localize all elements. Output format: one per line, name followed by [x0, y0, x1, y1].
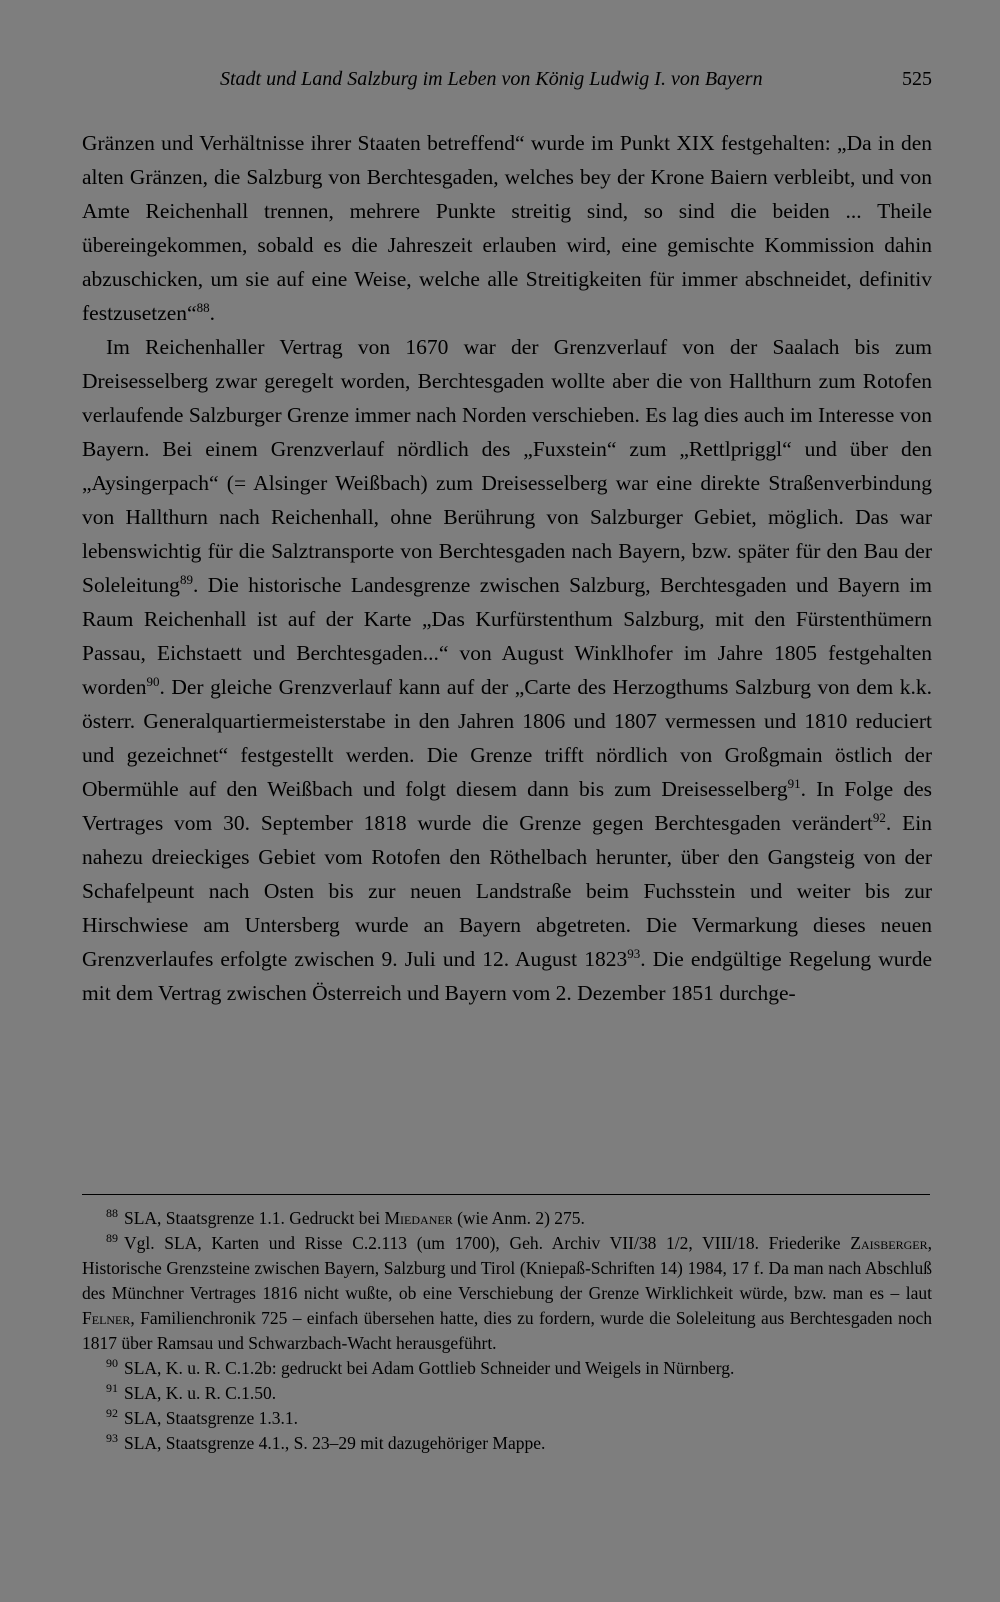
footnote: 93 SLA, Staatsgrenze 4.1., S. 23–29 mit dazugehöriger Mappe. [106, 1431, 546, 1453]
author-name: Felner [82, 1308, 131, 1328]
footnote-ref: 89 [179, 571, 193, 587]
footnote-text: SLA, Staatsgrenze 1.3.1. [124, 1408, 298, 1428]
author-name: Miedaner [384, 1208, 453, 1228]
text-run: . Ein nahezu dreieckiges Gebiet vom Rotofen den Röthelbach herunter, über den Gangsteig von der Schafelpeunt nach Osten bis zur neuen Landstraße beim Fuchsstein und weiter bis zur Hirschwiese am Untersberg wurde an Bayern abgetreten. Die Vermarkung dieses neuen Grenzverlaufes erfolgte zwischen 9. Juli und 12. August 1823 [82, 811, 933, 971]
footnote-divider [82, 1194, 930, 1195]
footnote-text: , Historische Grenzsteine zwischen Bayern, Salzburg und Tirol (Kniepaß-Schriften 14) 1984, 17 f. Da man nach Abschluß des Münchner Vertrages 1816 nicht wußte, ob eine Verschiebung der Grenze Wirklichkeit würde, bzw. man es – laut [82, 1233, 932, 1303]
footnote-ref: 90 [146, 673, 160, 689]
text-run: Gränzen und Verhältnisse ihrer Staaten betreffend“ wurde im Punkt XIX festgehalten: „Da in den alten Gränzen, die Salzburg von Berchtesgaden, welches bey der Krone Baiern verbleibt, und von Amte Reichenhall trennen, mehrere Punkte streitig sind, so sind die beiden ... Theile übereingekommen, sobald es die Jahreszeit erlauben wird, eine gemischte Kommission dahin abzuschicken, um sie auf eine Weise, welche alle Streitigkeiten für immer abschneidet, definitiv festzusetzen“ [82, 131, 932, 325]
text-run: Im Reichenhaller Vertrag von 1670 war der Grenzverlauf von der Saalach bis zum Dreisesselberg zwar geregelt worden, Berchtesgaden wollte aber die von Hallthurn zum Rotofen verlaufende Salzburger Grenze immer nach Norden verschieben. Es lag dies auch im Interesse von Bayern. Bei einem Grenzverlauf nördlich des „Fuxstein“ zum „Rettlpriggl“ und über den „Aysingerpach“ (= Alsinger Weißbach) zum Dreisesselberg war eine direkte Straßenverbindung von Hallthurn nach Reichenhall, ohne Berührung von Salzburger Gebiet, möglich. Das war lebenswichtig für die Salztransporte von Berchtesgaden nach Bayern, bzw. später für den Bau der Soleleitung [82, 335, 932, 597]
footnote: 88 SLA, Staatsgrenze 1.1. Gedruckt bei Miedaner (wie Anm. 2) 275. [106, 1206, 585, 1228]
text-run: . Die historische Landesgrenze zwischen Salzburg, Berchtesgaden und Bayern im Raum Reichenhall ist auf der Karte „Das Kurfürstenthum Salzburg, mit den Fürstenthümern Passau, Eichstaett und Berchtesgaden...“ von August Winklhofer im Jahre 1805 festgehalten worden [82, 573, 932, 699]
running-title: Stadt und Land Salzburg im Leben von König Ludwig I. von Bayern [220, 68, 763, 90]
footnote: 92 SLA, Staatsgrenze 1.3.1. [106, 1406, 298, 1428]
text-run: . Der gleiche Grenzverlauf kann auf der „Carte des Herzogthums Salzburg von dem k.k. österr. Generalquartiermeisterstabe in den Jahren 1806 und 1807 vermessen und 1810 reduciert und gezeichnet“ festgestellt werden. Die Grenze trifft nördlich von Großgmain östlich der Obermühle auf den Weißbach und folgt diesem dann bis zum Dreisesselberg [82, 675, 932, 801]
footnote: 89 Vgl. SLA, Karten und Risse C.2.113 (um 1700), Geh. Archiv VII/38 1/2, VIII/18. Friederike Zaisberger, Historische Grenzsteine zwischen Bayern, Salzburg und Tirol (Kniepaß-Schriften 14) 1984, 17 f. Da man nach Abschluß des Münchner Vertrages 1816 nicht wußte, ob eine Verschiebung der Grenze Wirklichkeit würde, bzw. man es – laut Felner, Familienchronik 725 – einfach übersehen hatte, dies zu fordern, wurde die Soleleitung aus Berchtesgaden noch 1817 über Ramsau und Schwarzbach-Wacht herausgeführt. [82, 1231, 932, 1353]
text-run: . In Folge des Vertrages vom 30. September 1818 wurde die Grenze gegen Berchtesgaden verändert [82, 777, 932, 835]
footnotes [82, 1206, 932, 1456]
main-text [82, 126, 932, 1010]
footnote-ref: 92 [872, 809, 886, 825]
footnote-ref: 88 [196, 299, 210, 315]
footnote-text: SLA, Staatsgrenze 1.1. Gedruckt bei [124, 1208, 385, 1228]
author-name: Zaisberger [850, 1233, 928, 1253]
footnote-text: SLA, Staatsgrenze 4.1., S. 23–29 mit dazugehöriger Mappe. [124, 1433, 546, 1453]
text-run: . Die endgültige Regelung wurde mit dem Vertrag zwischen Österreich und Bayern vom 2. Dezember 1851 durchge- [82, 947, 932, 1005]
footnote-ref: 91 [787, 775, 801, 791]
footnote-text: SLA, K. u. R. C.1.50. [124, 1383, 277, 1403]
page-number: 525 [902, 68, 932, 90]
footnote: 90 SLA, K. u. R. C.1.2b: gedruckt bei Adam Gottlieb Schneider und Weigels in Nürnberg. [106, 1356, 735, 1378]
paragraph [82, 330, 932, 1010]
paragraph [82, 126, 932, 330]
page-header [82, 62, 932, 96]
footnote-text: , Familienchronik 725 – einfach übersehen hatte, dies zu fordern, wurde die Soleleitung aus Berchtesgaden noch 1817 über Ramsau und Schwarzbach-Wacht herausgeführt. [82, 1308, 932, 1353]
footnote-ref: 93 [627, 945, 641, 961]
footnote-text: Vgl. SLA, Karten und Risse C.2.113 (um 1700), Geh. Archiv VII/38 1/2, VIII/18. Friederike [124, 1233, 851, 1253]
footnote: 91 SLA, K. u. R. C.1.50. [106, 1381, 277, 1403]
footnote-text: (wie Anm. 2) 275. [452, 1208, 585, 1228]
footnote-text: SLA, K. u. R. C.1.2b: gedruckt bei Adam Gottlieb Schneider und Weigels in Nürnberg. [124, 1358, 735, 1378]
text-run: . [209, 301, 215, 325]
